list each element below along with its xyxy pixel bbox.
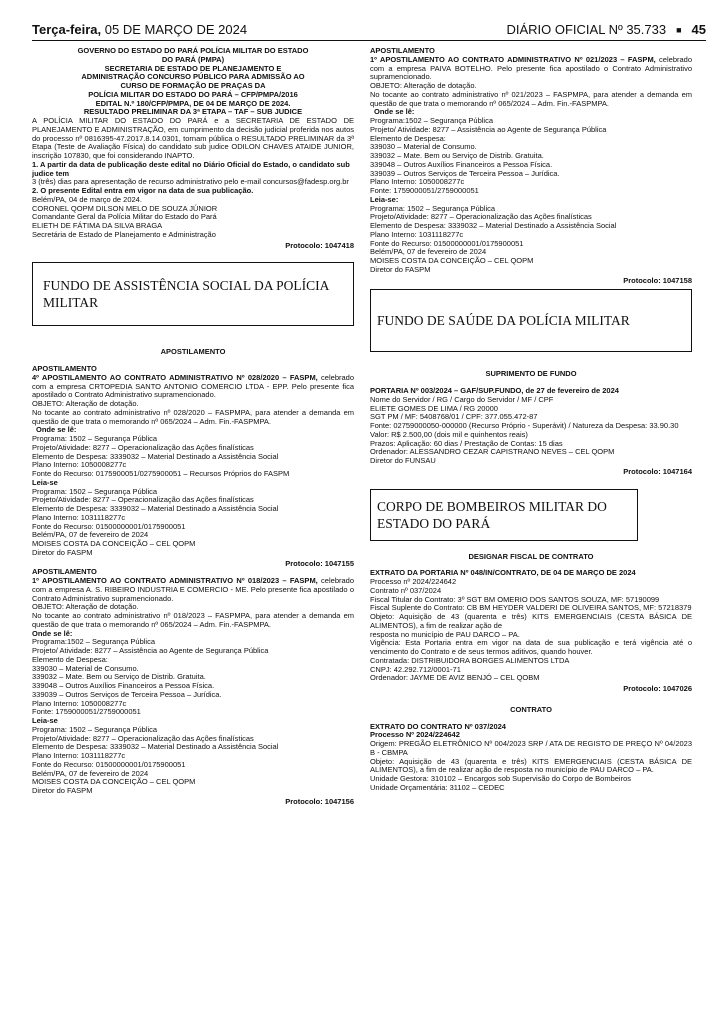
portaria-title: PORTARIA Nº 003/2024 – GAF/SUP.FUNDO, de 27 de fevereiro de 2024 bbox=[370, 386, 619, 395]
gov-title-line: DO PARÁ (PMPA) bbox=[161, 54, 225, 64]
text-line: Projeto/Atividade: 8277 – Operacionalização das Ações finalísticas bbox=[370, 212, 592, 222]
text-line: 339048 – Outros Auxílios Financeiros a Pessoa Física. bbox=[370, 159, 553, 169]
text-line: Fonte do Recurso: 0175900051/0275900051 – Recursos Próprios do FASPM bbox=[32, 469, 290, 478]
onde-se-le: Onde se lê: bbox=[32, 628, 73, 638]
protocolo: Protocolo: 1047164 bbox=[623, 466, 692, 476]
apost-head: APOSTILAMENTO bbox=[32, 567, 97, 577]
section-box-fundo-assistencia: FUNDO DE ASSISTÊNCIA SOCIAL DA POLÍCIA MILITAR bbox=[32, 262, 354, 326]
extrato-title: EXTRATO DA PORTARIA Nº 048/IN/CONTRATO, DE 04 DE MARÇO DE 2024 bbox=[370, 568, 636, 578]
protocolo: Protocolo: 1047156 bbox=[285, 796, 354, 806]
protocolo: Protocolo: 1047158 bbox=[623, 275, 692, 285]
text-line: Nome do Servidor / RG / Cargo do Servidor / MF / CPF bbox=[370, 394, 554, 404]
text-line: Vigência: Esta Portaria entra em vigor na data de sua publicação e terá vigência até o vencimento do Contrato e de seus termos aditivos, quando houver. bbox=[370, 638, 692, 656]
text-line: 339032 – Mate. Bem ou Serviço de Distrib. Gratuita. bbox=[370, 151, 544, 160]
signature-line: Comandante Geral da Polícia Militar do Estado do Pará bbox=[32, 212, 217, 222]
text-line: 339030 – Material de Consumo. bbox=[370, 142, 477, 152]
leia-se: Leia-se bbox=[32, 716, 58, 725]
text-line: Fonte: 1759000051/2759000051 bbox=[370, 186, 479, 195]
text-line: Diretor do FASPM bbox=[32, 786, 93, 795]
apost-head: APOSTILAMENTO bbox=[32, 364, 97, 373]
gov-body: A POLÍCIA MILITAR DO ESTADO DO PARÁ e a SECRETARIA DE ESTADO DE PLANEJAMENTO E ADMINISTRAÇÃO, em cumprimento da decisão judicial proferida nos autos do processo nº 0816395-47.2017.8.14.0301, tornam pública o RESULTADO PRELIMINAR da 3ª Etapa (Teste de Avaliação Física) do candidato sub judice ODILON CHAVES ATAIDE JUNIOR, inscrição 107830, que foi considerando INAPTO. bbox=[32, 116, 354, 160]
section-box-corpo-bombeiros: CORPO DE BOMBEIROS MILITAR DO ESTADO DO PARÁ bbox=[370, 489, 638, 541]
text-line: Belém/PA, 07 de fevereiro de 2024 bbox=[32, 768, 149, 778]
page-number: 45 bbox=[691, 21, 706, 37]
signature-line: ELIETH DE FÁTIMA DA SILVA BRAGA bbox=[32, 221, 163, 230]
text-line: OBJETO: Alteração de dotação. bbox=[32, 602, 139, 612]
text-line: No tocante ao contrato administrativo nº 028/2020 – FASPMPA, para atender a demanda em questão de que trata o memorando nº 065/2024 – Adm. Fin.-FASPMPA. bbox=[32, 407, 354, 426]
text-line: No tocante ao contrato administrativo nº 021/2023 – FASPMPA, para atender a demanda em questão de que trata o memorando nº 065/2024 – Adm. Fin.-FASPMPA. bbox=[370, 89, 692, 108]
leia-se: Leia-se: bbox=[370, 194, 399, 204]
apost-intro: 1º APOSTILAMENTO AO CONTRATO ADMINISTRATIVO Nº 018/2023 – FASPM, celebrado com a empresa A. S. RIBEIRO INDUSTRIA E COMERCIO - ME. Pelo presente fica apostilado o Contrato Administrativo supramencionado. bbox=[32, 576, 355, 603]
apost-lines bbox=[32, 488, 354, 558]
text-line: Fiscal Suplente do Contrato: CB BM HEYDER VALDERI DE OLIVEIRA SANTOS, MF: 57218379 bbox=[370, 603, 692, 613]
text-line: Fonte do Recurso: 01500000001/0175900051 bbox=[32, 759, 186, 769]
text-line: Elemento de Despesa: 3339032 – Material Destinado a Assistência Social bbox=[32, 742, 279, 752]
text-line: Objeto: Aquisição de 43 (quarenta e três) KITS EMERGENCIAIS (CESTA BÁSICA DE ALIMENTOS), a fim de realizar ação de bbox=[370, 612, 692, 630]
text-line: Contratada: DISTRIBUIDORA BORGES ALIMENTOS LTDA bbox=[370, 655, 570, 665]
signature-line: CORONEL QOPM DILSON MELO DE SOUZA JÚNIOR bbox=[32, 203, 218, 213]
section-title: APOSTILAMENTO bbox=[160, 347, 226, 357]
right-column bbox=[370, 47, 692, 793]
text-line: Programa:1502 – Segurança Pública bbox=[370, 116, 493, 125]
text-line: SGT PM / MF: 5408768/01 / CPF: 377.055.472-87 bbox=[370, 412, 538, 422]
apost-lines bbox=[32, 400, 354, 426]
text-line: Plano Interno: 1050008277c bbox=[32, 460, 127, 470]
text-line: Ordenador: JAYME DE AVIZ BENJÓ – CEL QOBM bbox=[370, 673, 540, 683]
apost-lines bbox=[32, 638, 354, 717]
text-line: Prazos: Aplicação: 60 dias / Prestação de Contas: 15 dias bbox=[370, 438, 563, 448]
text-line: Programa: 1502 – Segurança Pública bbox=[32, 486, 158, 496]
text-line: Projeto/Atividade: 8277 – Operacionalização das Ações finalísticas bbox=[32, 495, 254, 505]
section-title: CONTRATO bbox=[510, 704, 552, 714]
text-line: 339030 – Material de Consumo. bbox=[32, 663, 139, 673]
text-line: 339039 – Outros Serviços de Terceira Pessoa – Jurídica. bbox=[370, 168, 560, 178]
gov-item1-text: 3 (três) dias para apresentação de recurso administrativo pelo e-mail concursos@fadesp.org.br bbox=[32, 177, 349, 187]
apost-lines bbox=[370, 82, 692, 108]
text-line: Plano Interno: 1050008277c bbox=[370, 177, 465, 187]
apost-head: APOSTILAMENTO bbox=[370, 46, 435, 55]
header-day: Terça-feira, bbox=[32, 21, 102, 37]
text-line: Fonte: 1759000051/2759000051 bbox=[32, 707, 141, 717]
text-line: Elemento de Despesa: 3339032 – Material Destinado a Assistência Social bbox=[370, 221, 617, 230]
text-line: resposta no município de PAU DARCO – PA. bbox=[370, 629, 520, 639]
gov-signature bbox=[32, 196, 354, 240]
text-line: CNPJ: 42.292.712/0001-71 bbox=[370, 664, 461, 674]
text-line: Programa:1502 – Segurança Pública bbox=[32, 637, 155, 647]
onde-se-le: Onde se lê: bbox=[36, 425, 77, 435]
gov-item1-bold: 1. A partir da data de publicação deste edital no Diário Oficial do Estado, o candidato sub judice tem bbox=[32, 159, 350, 178]
header-date bbox=[32, 21, 248, 37]
extrato-title: EXTRATO DO CONTRATO Nº 037/2024 bbox=[370, 721, 506, 731]
text-line: Unidade Orçamentária: 31102 – CEDEC bbox=[370, 782, 505, 792]
header-bullet: ■ bbox=[676, 24, 682, 35]
text-line: OBJETO: Alteração de dotação. bbox=[370, 81, 477, 90]
processo-title: Processo Nº 2024/224642 bbox=[370, 730, 460, 740]
apost-lines bbox=[32, 726, 354, 796]
section-title: DESIGNAR FISCAL DE CONTRATO bbox=[468, 551, 594, 561]
leia-se: Leia-se bbox=[32, 477, 58, 487]
text-line: MOISES COSTA DA CONCEIÇÃO – CEL QOPM bbox=[32, 539, 196, 548]
section-title: SUPRIMENTO DE FUNDO bbox=[485, 369, 577, 379]
text-line: Plano Interno: 1031118277c bbox=[32, 751, 126, 760]
text-line: Plano Interno: 1031118277c bbox=[32, 512, 126, 522]
text-line: Elemento de Despesa: 3339032 – Material Destinado a Assistência Social bbox=[32, 451, 279, 461]
text-line: Diretor do FASPM bbox=[370, 264, 431, 274]
text-line: ELIETE GOMES DE LIMA / RG 20000 bbox=[370, 403, 498, 413]
text-line: Valor: R$ 2.500,00 (dois mil e quinhentos reais) bbox=[370, 429, 528, 439]
contrato-lines bbox=[370, 740, 692, 793]
header-right bbox=[506, 21, 706, 37]
text-line: MOISES COSTA DA CONCEIÇÃO – CEL QOPM bbox=[32, 777, 196, 787]
text-line: Programa: 1502 – Segurança Pública bbox=[370, 203, 496, 213]
page-header bbox=[32, 22, 706, 38]
header-rule bbox=[32, 40, 706, 41]
text-line: MOISES COSTA DA CONCEIÇÃO – CEL QOPM bbox=[370, 256, 534, 265]
text-line: Plano Interno: 1031118277c bbox=[370, 229, 464, 239]
text-line: Contrato nº 037/2024 bbox=[370, 585, 442, 595]
header-date-text: 05 DE MARÇO DE 2024 bbox=[104, 21, 248, 37]
gov-title-line: GOVERNO DO ESTADO DO PARÁ POLÍCIA MILITAR DO ESTADO bbox=[77, 46, 309, 55]
apost-intro: 4º APOSTILAMENTO AO CONTRATO ADMINISTRATIVO Nº 028/2020 – FASPM, celebrado com a empresa CRTOPEDIA SANTO ANTONIO COMERCIO LTDA - EPP. Pelo presente fica apostilado o Contrato Administrativo supramencionado. bbox=[32, 372, 355, 400]
apost-intro: 1º APOSTILAMENTO AO CONTRATO ADMINISTRATIVO Nº 021/2023 – FASPM, celebrado com a empresa PAIVA BOTELHO. Pelo presente fica apostilado o Contrato Administrativo supramencionado. bbox=[370, 54, 693, 82]
text-line: Objeto: Aquisição de 43 (quarenta e três) KITS EMERGENCIAIS (CESTA BÁSICA DE ALIMENTOS), a fim de realizar ação de resposta no município de PAU DARCO – PA. bbox=[370, 756, 692, 775]
text-line: 339048 – Outros Auxílios Financeiros a Pessoa Física. bbox=[32, 681, 215, 690]
gov-title-line: RESULTADO PRELIMINAR DA 3ª ETAPA – TAF – SUB JUDICE bbox=[83, 107, 303, 117]
text-line: Ordenador: ALESSANDRO CEZAR CAPISTRANO NEVES – CEL QOPM bbox=[370, 447, 615, 457]
left-column bbox=[32, 47, 354, 807]
signature-line: Secretária de Estado de Planejamento e Administração bbox=[32, 229, 216, 239]
suprimento-lines bbox=[370, 396, 692, 466]
text-line: Projeto/ Atividade: 8277 – Assistência ao Agente de Segurança Pública bbox=[370, 124, 607, 134]
text-line: Elemento de Despesa: bbox=[370, 133, 446, 143]
text-line: Plano Interno: 1050008277c bbox=[32, 698, 127, 708]
text-line: Fonte do Recurso: 01500000001/0175900051 bbox=[32, 521, 186, 531]
text-line: Belém/PA, 07 de fevereiro de 2024 bbox=[370, 247, 487, 257]
signature-line: Belém/PA, 04 de março de 2024. bbox=[32, 194, 142, 204]
text-line: Diretor do FUNSAU bbox=[370, 456, 436, 465]
apost-lines bbox=[370, 117, 692, 196]
gov-title-line: EDITAL N.º 180/CFP/PMPA, DE 04 DE MARÇO DE 2024. bbox=[95, 98, 291, 108]
text-line: No tocante ao contrato administrativo nº 018/2023 – FASPMPA, para atender a demanda em questão de que trata o memorando nº 065/2024 – Adm. Fin.-FASPMPA. bbox=[32, 611, 354, 629]
text-line: Elemento de Despesa: bbox=[32, 654, 108, 664]
gov-title bbox=[32, 47, 354, 117]
text-line: Programa: 1502 – Segurança Pública bbox=[32, 724, 158, 734]
text-line: Projeto/Atividade: 8277 – Operacionalização das Ações finalísticas bbox=[32, 442, 254, 452]
protocolo: Protocolo: 1047026 bbox=[623, 684, 692, 693]
text-line: Projeto/Atividade: 8277 – Operacionalização das Ações finalísticas bbox=[32, 733, 254, 743]
text-line: Processo nº 2024/224642 bbox=[370, 577, 457, 586]
text-line: Programa: 1502 – Segurança Pública bbox=[32, 434, 158, 443]
text-line: OBJETO: Alteração de dotação. bbox=[32, 399, 139, 408]
section-box-fundo-saude: FUNDO DE SAÚDE DA POLÍCIA MILITAR bbox=[370, 289, 692, 352]
text-line: Diretor do FASPM bbox=[32, 547, 93, 557]
text-line: Elemento de Despesa: 3339032 – Material Destinado a Assistência Social bbox=[32, 504, 279, 513]
text-line: Unidade Gestora: 310102 – Encargos sob Supervisão do Corpo de Bombeiros bbox=[370, 774, 631, 783]
text-line: Belém/PA, 07 de fevereiro de 2024 bbox=[32, 530, 149, 540]
apost-lines bbox=[370, 205, 692, 275]
onde-se-le: Onde se lê: bbox=[374, 107, 415, 117]
text-line: 339032 – Mate. Bem ou Serviço de Distrib. Gratuita. bbox=[32, 672, 206, 682]
text-line: Fonte: 02759000050-000000 (Recurso Próprio - Superávit) / Natureza da Despesa: 33.90.30 bbox=[370, 421, 679, 430]
gov-item2-bold: 2. O presente Edital entra em vigor na data de sua publicação. bbox=[32, 186, 254, 195]
text-line: Fiscal Titular do Contrato: 3º SGT BM OMERIO DOS SANTOS SOUZA, MF: 57190099 bbox=[370, 594, 660, 604]
protocolo: Protocolo: 1047418 bbox=[285, 240, 354, 250]
text-line: Origem: PREGÃO ELETRÔNICO Nº 004/2023 SRP / ATA DE REGISTO DE PREÇO Nº 04/2023 B - CBMPA bbox=[370, 739, 692, 757]
text-line: Fonte do Recurso: 01500000001/0175900051 bbox=[370, 238, 524, 248]
journal-title: DIÁRIO OFICIAL Nº 35.733 bbox=[506, 21, 667, 37]
apost-lines bbox=[32, 435, 354, 479]
gov-title-line: POLÍCIA MILITAR DO ESTADO DO PARÁ – CFP/PMPA/2016 bbox=[88, 89, 298, 99]
gov-title-line: SECRETARIA DE ESTADO DE PLANEJAMENTO E bbox=[104, 63, 282, 73]
gov-title-line: ADMINISTRAÇÃO CONCURSO PÚBLICO PARA ADMISSÃO AO bbox=[81, 72, 305, 82]
text-line: Projeto/ Atividade: 8277 – Assistência ao Agente de Segurança Pública bbox=[32, 646, 269, 655]
protocolo: Protocolo: 1047155 bbox=[285, 558, 354, 568]
apost-lines bbox=[32, 603, 354, 629]
text-line: 339039 – Outros Serviços de Terceira Pessoa – Jurídica. bbox=[32, 689, 222, 699]
gov-title-line: CURSO DE FORMAÇÃO DE PRAÇAS DA bbox=[120, 81, 266, 90]
fiscal-lines bbox=[370, 578, 692, 683]
